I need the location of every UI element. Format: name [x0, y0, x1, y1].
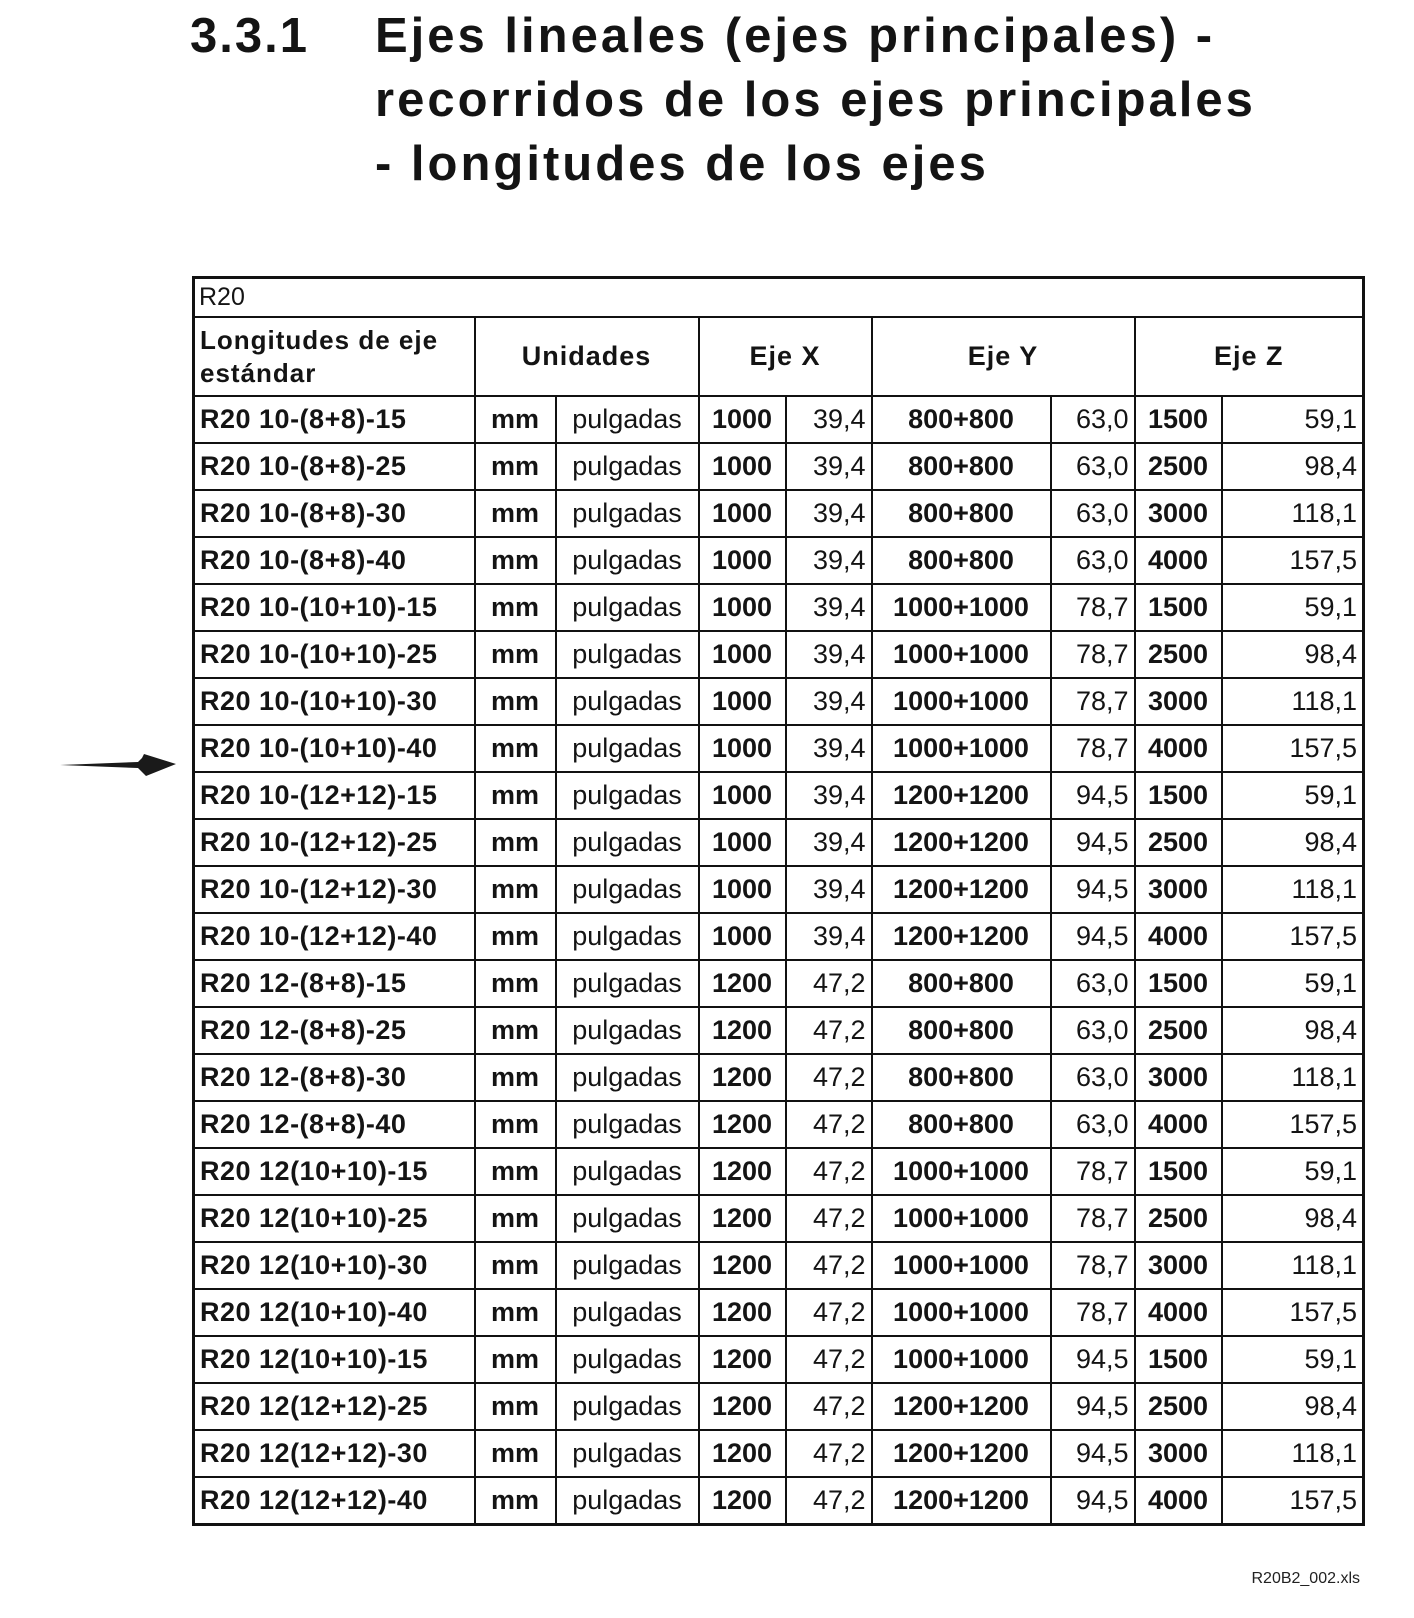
cell-x-inch: 47,2 [786, 1148, 872, 1195]
cell-unit-mm: mm [475, 1242, 556, 1289]
cell-y-inch: 78,7 [1051, 631, 1135, 678]
cell-unit-mm: mm [475, 725, 556, 772]
cell-x-inch: 47,2 [786, 1477, 872, 1525]
cell-z-inch: 98,4 [1222, 1007, 1364, 1054]
cell-y-inch: 94,5 [1051, 772, 1135, 819]
cell-x-mm: 1000 [699, 584, 786, 631]
cell-unit-inch: pulgadas [556, 1336, 699, 1383]
cell-z-mm: 3000 [1135, 678, 1222, 725]
cell-unit-inch: pulgadas [556, 1054, 699, 1101]
cell-model: R20 12-(8+8)-40 [194, 1101, 475, 1148]
cell-unit-inch: pulgadas [556, 772, 699, 819]
cell-unit-inch: pulgadas [556, 1007, 699, 1054]
cell-x-mm: 1000 [699, 819, 786, 866]
cell-unit-mm: mm [475, 1289, 556, 1336]
cell-x-mm: 1200 [699, 1101, 786, 1148]
table-row [194, 725, 1364, 772]
cell-z-mm: 2500 [1135, 1007, 1222, 1054]
table-row [194, 1101, 1364, 1148]
cell-unit-mm: mm [475, 584, 556, 631]
cell-y-inch: 94,5 [1051, 819, 1135, 866]
cell-y-mm: 1000+1000 [872, 1336, 1051, 1383]
cell-unit-mm: mm [475, 537, 556, 584]
cell-y-inch: 94,5 [1051, 913, 1135, 960]
cell-z-inch: 157,5 [1222, 725, 1364, 772]
cell-unit-inch: pulgadas [556, 960, 699, 1007]
cell-y-inch: 78,7 [1051, 1148, 1135, 1195]
cell-y-mm: 1000+1000 [872, 725, 1051, 772]
cell-y-inch: 94,5 [1051, 1430, 1135, 1477]
table-row [194, 1430, 1364, 1477]
cell-y-inch: 63,0 [1051, 1007, 1135, 1054]
cell-z-inch: 157,5 [1222, 1477, 1364, 1525]
header-standard-lengths: Longitudes de eje estándar [194, 317, 475, 396]
cell-unit-mm: mm [475, 772, 556, 819]
cell-y-mm: 1000+1000 [872, 1148, 1051, 1195]
cell-x-inch: 39,4 [786, 396, 872, 443]
cell-x-mm: 1200 [699, 1289, 786, 1336]
cell-z-mm: 2500 [1135, 443, 1222, 490]
cell-x-inch: 47,2 [786, 1054, 872, 1101]
section-heading [190, 4, 1275, 196]
cell-z-mm: 1500 [1135, 396, 1222, 443]
cell-x-mm: 1000 [699, 866, 786, 913]
table-row [194, 1054, 1364, 1101]
cell-y-inch: 63,0 [1051, 1054, 1135, 1101]
cell-model: R20 10-(8+8)-15 [194, 396, 475, 443]
axis-lengths-table [192, 276, 1365, 1526]
cell-model: R20 10-(10+10)-40 [194, 725, 475, 772]
cell-x-inch: 47,2 [786, 1383, 872, 1430]
cell-z-inch: 59,1 [1222, 960, 1364, 1007]
cell-x-inch: 39,4 [786, 772, 872, 819]
cell-model: R20 12-(8+8)-30 [194, 1054, 475, 1101]
cell-x-mm: 1200 [699, 1054, 786, 1101]
cell-y-inch: 78,7 [1051, 678, 1135, 725]
cell-unit-inch: pulgadas [556, 1383, 699, 1430]
cell-y-mm: 1000+1000 [872, 1195, 1051, 1242]
cell-z-mm: 4000 [1135, 913, 1222, 960]
cell-unit-mm: mm [475, 396, 556, 443]
cell-z-inch: 59,1 [1222, 1336, 1364, 1383]
cell-x-inch: 39,4 [786, 913, 872, 960]
cell-x-inch: 39,4 [786, 490, 872, 537]
cell-unit-mm: mm [475, 1148, 556, 1195]
table-row [194, 913, 1364, 960]
cell-y-inch: 78,7 [1051, 1242, 1135, 1289]
cell-unit-mm: mm [475, 819, 556, 866]
cell-z-mm: 3000 [1135, 1242, 1222, 1289]
cell-y-inch: 78,7 [1051, 1195, 1135, 1242]
cell-y-mm: 1200+1200 [872, 866, 1051, 913]
cell-unit-mm: mm [475, 1477, 556, 1525]
cell-x-inch: 39,4 [786, 819, 872, 866]
cell-x-inch: 47,2 [786, 1289, 872, 1336]
cell-x-inch: 47,2 [786, 1336, 872, 1383]
cell-model: R20 12-(8+8)-15 [194, 960, 475, 1007]
cell-y-mm: 800+800 [872, 1007, 1051, 1054]
source-file-label: R20B2_002.xls [1251, 1570, 1360, 1587]
cell-model: R20 10-(10+10)-25 [194, 631, 475, 678]
cell-z-mm: 1500 [1135, 772, 1222, 819]
cell-y-mm: 1200+1200 [872, 1383, 1051, 1430]
cell-model: R20 10-(12+12)-15 [194, 772, 475, 819]
cell-unit-mm: mm [475, 1336, 556, 1383]
cell-unit-mm: mm [475, 866, 556, 913]
cell-z-mm: 4000 [1135, 725, 1222, 772]
cell-x-inch: 39,4 [786, 678, 872, 725]
cell-unit-inch: pulgadas [556, 396, 699, 443]
cell-x-mm: 1000 [699, 396, 786, 443]
cell-unit-inch: pulgadas [556, 678, 699, 725]
cell-x-mm: 1000 [699, 913, 786, 960]
table-row [194, 1336, 1364, 1383]
cell-z-mm: 4000 [1135, 1477, 1222, 1525]
table-row [194, 631, 1364, 678]
section-number: 3.3.1 [190, 9, 309, 63]
cell-unit-inch: pulgadas [556, 1477, 699, 1525]
cell-unit-mm: mm [475, 1007, 556, 1054]
cell-y-mm: 1200+1200 [872, 1477, 1051, 1525]
cell-model: R20 12(10+10)-40 [194, 1289, 475, 1336]
cell-z-mm: 3000 [1135, 866, 1222, 913]
cell-y-mm: 1000+1000 [872, 1242, 1051, 1289]
cell-y-mm: 1000+1000 [872, 584, 1051, 631]
cell-unit-mm: mm [475, 960, 556, 1007]
cell-y-inch: 63,0 [1051, 443, 1135, 490]
cell-z-inch: 98,4 [1222, 1195, 1364, 1242]
table-row [194, 1289, 1364, 1336]
cell-y-mm: 1200+1200 [872, 1430, 1051, 1477]
table-row [194, 866, 1364, 913]
table-row [194, 1195, 1364, 1242]
cell-y-mm: 1000+1000 [872, 631, 1051, 678]
cell-z-mm: 3000 [1135, 1054, 1222, 1101]
cell-model: R20 10-(10+10)-15 [194, 584, 475, 631]
table-row [194, 396, 1364, 443]
cell-model: R20 10-(8+8)-25 [194, 443, 475, 490]
cell-z-mm: 1500 [1135, 1336, 1222, 1383]
cell-unit-inch: pulgadas [556, 819, 699, 866]
cell-model: R20 12(10+10)-15 [194, 1336, 475, 1383]
cell-y-inch: 63,0 [1051, 490, 1135, 537]
header-axis-x: Eje X [699, 317, 872, 396]
header-axis-z: Eje Z [1135, 317, 1364, 396]
cell-z-inch: 118,1 [1222, 866, 1364, 913]
table-caption-row [194, 278, 1364, 318]
table-row [194, 960, 1364, 1007]
cell-z-inch: 98,4 [1222, 443, 1364, 490]
cell-z-mm: 2500 [1135, 819, 1222, 866]
cell-unit-inch: pulgadas [556, 913, 699, 960]
cell-z-inch: 118,1 [1222, 1054, 1364, 1101]
header-axis-y: Eje Y [872, 317, 1135, 396]
cell-y-mm: 800+800 [872, 537, 1051, 584]
cell-y-inch: 63,0 [1051, 960, 1135, 1007]
cell-z-inch: 98,4 [1222, 1383, 1364, 1430]
table-row [194, 1148, 1364, 1195]
cell-model: R20 10-(10+10)-30 [194, 678, 475, 725]
cell-x-inch: 39,4 [786, 866, 872, 913]
cell-y-mm: 800+800 [872, 960, 1051, 1007]
cell-x-mm: 1200 [699, 1242, 786, 1289]
cell-y-inch: 63,0 [1051, 537, 1135, 584]
cell-z-inch: 118,1 [1222, 1242, 1364, 1289]
cell-unit-inch: pulgadas [556, 1289, 699, 1336]
cell-unit-inch: pulgadas [556, 443, 699, 490]
cell-x-mm: 1000 [699, 490, 786, 537]
table-row [194, 443, 1364, 490]
cell-x-mm: 1200 [699, 1195, 786, 1242]
cell-unit-inch: pulgadas [556, 490, 699, 537]
cell-z-inch: 59,1 [1222, 772, 1364, 819]
cell-y-mm: 800+800 [872, 396, 1051, 443]
cell-unit-mm: mm [475, 678, 556, 725]
cell-y-inch: 78,7 [1051, 725, 1135, 772]
cell-unit-inch: pulgadas [556, 1101, 699, 1148]
cell-x-mm: 1200 [699, 1383, 786, 1430]
cell-y-mm: 1000+1000 [872, 1289, 1051, 1336]
cell-unit-inch: pulgadas [556, 725, 699, 772]
cell-model: R20 12(10+10)-25 [194, 1195, 475, 1242]
cell-model: R20 10-(12+12)-25 [194, 819, 475, 866]
cell-z-inch: 157,5 [1222, 913, 1364, 960]
cell-x-mm: 1200 [699, 1477, 786, 1525]
cell-z-inch: 98,4 [1222, 819, 1364, 866]
section-title: Ejes lineales (ejes principales) - recorridos de los ejes principales - longitudes de los ejes [375, 9, 1256, 191]
cell-unit-mm: mm [475, 1383, 556, 1430]
cell-unit-inch: pulgadas [556, 1430, 699, 1477]
cell-x-mm: 1000 [699, 631, 786, 678]
cell-y-inch: 94,5 [1051, 1477, 1135, 1525]
table-row [194, 1242, 1364, 1289]
arrow-right-icon [60, 748, 178, 782]
cell-z-mm: 4000 [1135, 1101, 1222, 1148]
cell-x-mm: 1000 [699, 443, 786, 490]
cell-x-mm: 1200 [699, 960, 786, 1007]
cell-model: R20 12(10+10)-30 [194, 1242, 475, 1289]
cell-x-inch: 47,2 [786, 1195, 872, 1242]
table-row [194, 537, 1364, 584]
cell-y-mm: 1200+1200 [872, 819, 1051, 866]
cell-x-mm: 1000 [699, 725, 786, 772]
cell-unit-mm: mm [475, 1195, 556, 1242]
cell-z-mm: 1500 [1135, 960, 1222, 1007]
cell-x-inch: 39,4 [786, 537, 872, 584]
table-row [194, 1007, 1364, 1054]
cell-model: R20 10-(12+12)-40 [194, 913, 475, 960]
cell-unit-mm: mm [475, 631, 556, 678]
cell-z-inch: 59,1 [1222, 1148, 1364, 1195]
cell-x-mm: 1200 [699, 1007, 786, 1054]
cell-x-inch: 39,4 [786, 725, 872, 772]
table-row [194, 584, 1364, 631]
cell-model: R20 10-(8+8)-30 [194, 490, 475, 537]
cell-y-mm: 1000+1000 [872, 678, 1051, 725]
table-header-row [194, 317, 1364, 396]
cell-z-inch: 157,5 [1222, 1289, 1364, 1336]
cell-z-mm: 3000 [1135, 490, 1222, 537]
cell-unit-inch: pulgadas [556, 866, 699, 913]
cell-unit-inch: pulgadas [556, 1242, 699, 1289]
cell-unit-inch: pulgadas [556, 584, 699, 631]
cell-x-inch: 47,2 [786, 1430, 872, 1477]
cell-y-inch: 94,5 [1051, 1383, 1135, 1430]
cell-z-mm: 2500 [1135, 1383, 1222, 1430]
cell-y-inch: 63,0 [1051, 396, 1135, 443]
cell-z-inch: 98,4 [1222, 631, 1364, 678]
table-row [194, 1383, 1364, 1430]
cell-z-mm: 4000 [1135, 1289, 1222, 1336]
cell-z-inch: 118,1 [1222, 1430, 1364, 1477]
cell-y-inch: 78,7 [1051, 1289, 1135, 1336]
cell-unit-mm: mm [475, 1430, 556, 1477]
cell-y-mm: 1200+1200 [872, 913, 1051, 960]
cell-z-inch: 118,1 [1222, 678, 1364, 725]
cell-model: R20 10-(8+8)-40 [194, 537, 475, 584]
cell-z-mm: 3000 [1135, 1430, 1222, 1477]
cell-z-inch: 118,1 [1222, 490, 1364, 537]
cell-y-mm: 800+800 [872, 1101, 1051, 1148]
cell-x-mm: 1000 [699, 678, 786, 725]
cell-z-inch: 59,1 [1222, 584, 1364, 631]
cell-unit-mm: mm [475, 443, 556, 490]
cell-unit-mm: mm [475, 490, 556, 537]
cell-z-inch: 59,1 [1222, 396, 1364, 443]
cell-x-inch: 47,2 [786, 1007, 872, 1054]
cell-y-inch: 63,0 [1051, 1101, 1135, 1148]
cell-unit-mm: mm [475, 1101, 556, 1148]
cell-z-mm: 4000 [1135, 537, 1222, 584]
cell-unit-mm: mm [475, 913, 556, 960]
cell-x-mm: 1000 [699, 772, 786, 819]
table-row [194, 772, 1364, 819]
cell-x-mm: 1200 [699, 1430, 786, 1477]
cell-x-mm: 1200 [699, 1148, 786, 1195]
cell-x-inch: 47,2 [786, 1101, 872, 1148]
cell-z-mm: 2500 [1135, 631, 1222, 678]
table-caption: R20 [194, 278, 1364, 318]
cell-y-inch: 78,7 [1051, 584, 1135, 631]
cell-model: R20 12(12+12)-40 [194, 1477, 475, 1525]
cell-y-inch: 94,5 [1051, 866, 1135, 913]
cell-unit-inch: pulgadas [556, 537, 699, 584]
cell-x-inch: 39,4 [786, 584, 872, 631]
cell-x-inch: 39,4 [786, 631, 872, 678]
cell-z-mm: 1500 [1135, 1148, 1222, 1195]
cell-model: R20 12(10+10)-15 [194, 1148, 475, 1195]
cell-y-mm: 800+800 [872, 1054, 1051, 1101]
table-row [194, 1477, 1364, 1525]
cell-unit-inch: pulgadas [556, 1148, 699, 1195]
cell-unit-mm: mm [475, 1054, 556, 1101]
cell-model: R20 12-(8+8)-25 [194, 1007, 475, 1054]
cell-unit-inch: pulgadas [556, 631, 699, 678]
cell-model: R20 10-(12+12)-30 [194, 866, 475, 913]
cell-x-inch: 47,2 [786, 1242, 872, 1289]
cell-x-inch: 47,2 [786, 960, 872, 1007]
header-units: Unidades [475, 317, 699, 396]
cell-x-mm: 1000 [699, 537, 786, 584]
cell-x-mm: 1200 [699, 1336, 786, 1383]
cell-model: R20 12(12+12)-30 [194, 1430, 475, 1477]
cell-z-mm: 1500 [1135, 584, 1222, 631]
cell-unit-inch: pulgadas [556, 1195, 699, 1242]
cell-y-mm: 1200+1200 [872, 772, 1051, 819]
cell-x-inch: 39,4 [786, 443, 872, 490]
cell-y-inch: 94,5 [1051, 1336, 1135, 1383]
table-row [194, 678, 1364, 725]
cell-y-mm: 800+800 [872, 490, 1051, 537]
cell-z-mm: 2500 [1135, 1195, 1222, 1242]
cell-model: R20 12(12+12)-25 [194, 1383, 475, 1430]
table-row [194, 819, 1364, 866]
cell-y-mm: 800+800 [872, 443, 1051, 490]
cell-z-inch: 157,5 [1222, 537, 1364, 584]
table-row [194, 490, 1364, 537]
cell-z-inch: 157,5 [1222, 1101, 1364, 1148]
